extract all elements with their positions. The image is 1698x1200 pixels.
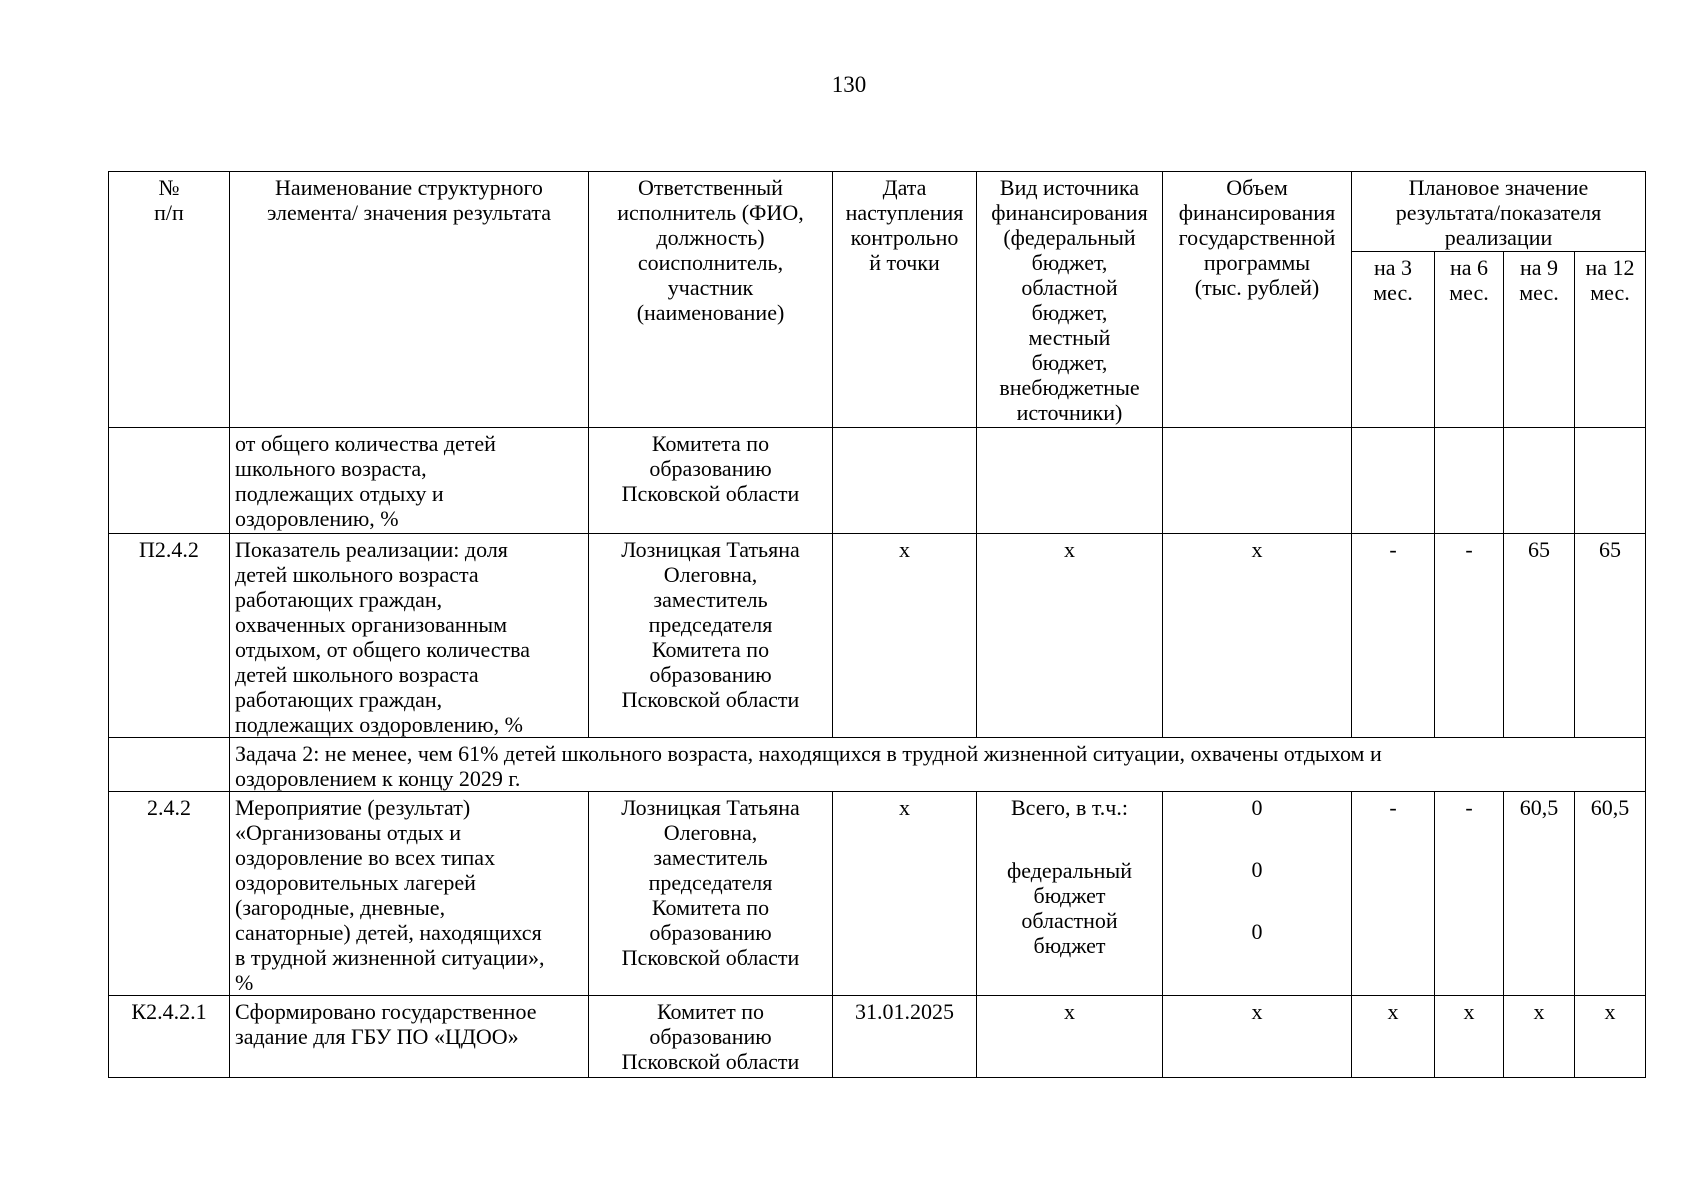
header-num: № п/п (109, 172, 230, 428)
row-q12: 65 (1575, 534, 1646, 738)
row-date: x (833, 534, 977, 738)
row-q12: 60,5 (1575, 792, 1646, 996)
row-volume (1163, 428, 1352, 534)
row-num: П2.4.2 (109, 534, 230, 738)
table-row (109, 996, 1646, 1078)
row-date (833, 428, 977, 534)
row-date: 31.01.2025 (833, 996, 977, 1078)
row-volume: 0 0 0 (1163, 792, 1352, 996)
row-executor: Лозницкая Татьяна Олеговна, заместитель председателя Комитета по образованию Псковской области (589, 534, 833, 738)
row-name: Показатель реализации: доля детей школьного возраста работающих граждан, охваченных организованным отдыхом, от общего количества детей школьного возраста работающих граждан, подлежащих оздоровлению, % (230, 534, 589, 738)
task-text: Задача 2: не менее, чем 61% детей школьного возраста, находящихся в трудной жизненной ситуации, охвачены отдыхом и оздоровлением к концу 2029 г. (230, 738, 1646, 792)
header-plan: Плановое значение результата/показателя реализации (1352, 172, 1646, 252)
row-q3: - (1352, 534, 1435, 738)
row-q9: 60,5 (1504, 792, 1575, 996)
header-executor: Ответственный исполнитель (ФИО, должность) соисполнитель, участник (наименование) (589, 172, 833, 428)
row-num: 2.4.2 (109, 792, 230, 996)
row-q6: - (1435, 534, 1504, 738)
row-q6: - (1435, 792, 1504, 996)
header-name: Наименование структурного элемента/ значения результата (230, 172, 589, 428)
row-q9 (1504, 428, 1575, 534)
row-source: x (977, 534, 1163, 738)
row-q6: x (1435, 996, 1504, 1078)
page-number: 130 (831, 72, 867, 97)
task-num (109, 738, 230, 792)
row-executor: Лозницкая Татьяна Олеговна, заместитель председателя Комитета по образованию Псковской области (589, 792, 833, 996)
table-row (109, 428, 1646, 534)
table-row (109, 792, 1646, 996)
row-q6 (1435, 428, 1504, 534)
plan-table (108, 171, 1646, 1078)
row-date: x (833, 792, 977, 996)
header-q6: на 6 мес. (1435, 252, 1504, 428)
row-num: К2.4.2.1 (109, 996, 230, 1078)
row-source: Всего, в т.ч.: федеральный бюджет областной бюджет (977, 792, 1163, 996)
row-source: x (977, 996, 1163, 1078)
row-q9: 65 (1504, 534, 1575, 738)
row-q3: x (1352, 996, 1435, 1078)
row-num (109, 428, 230, 534)
row-name: от общего количества детей школьного возраста, подлежащих отдыху и оздоровлению, % (230, 428, 589, 534)
header-date: Дата наступления контрольно й точки (833, 172, 977, 428)
header-q9: на 9 мес. (1504, 252, 1575, 428)
row-name: Мероприятие (результат) «Организованы отдых и оздоровление во всех типах оздоровительных лагерей (загородные, дневные, санаторные) детей, находящихся в трудной жизненной ситуации», % (230, 792, 589, 996)
row-q12 (1575, 428, 1646, 534)
row-volume: x (1163, 534, 1352, 738)
task-row (109, 738, 1646, 792)
row-source (977, 428, 1163, 534)
header-q12: на 12 мес. (1575, 252, 1646, 428)
row-q9: x (1504, 996, 1575, 1078)
header-source: Вид источника финансирования (федеральный бюджет, областной бюджет, местный бюджет, внебюджетные источники) (977, 172, 1163, 428)
table-row (109, 534, 1646, 738)
row-q3: - (1352, 792, 1435, 996)
row-executor: Комитета по образованию Псковской области (589, 428, 833, 534)
row-executor: Комитет по образованию Псковской области (589, 996, 833, 1078)
row-q12: x (1575, 996, 1646, 1078)
header-volume: Объем финансирования государственной программы (тыс. рублей) (1163, 172, 1352, 428)
header-q3: на 3 мес. (1352, 252, 1435, 428)
header-row (109, 172, 1646, 252)
row-volume: x (1163, 996, 1352, 1078)
row-name: Сформировано государственное задание для ГБУ ПО «ЦДОО» (230, 996, 589, 1078)
row-q3 (1352, 428, 1435, 534)
